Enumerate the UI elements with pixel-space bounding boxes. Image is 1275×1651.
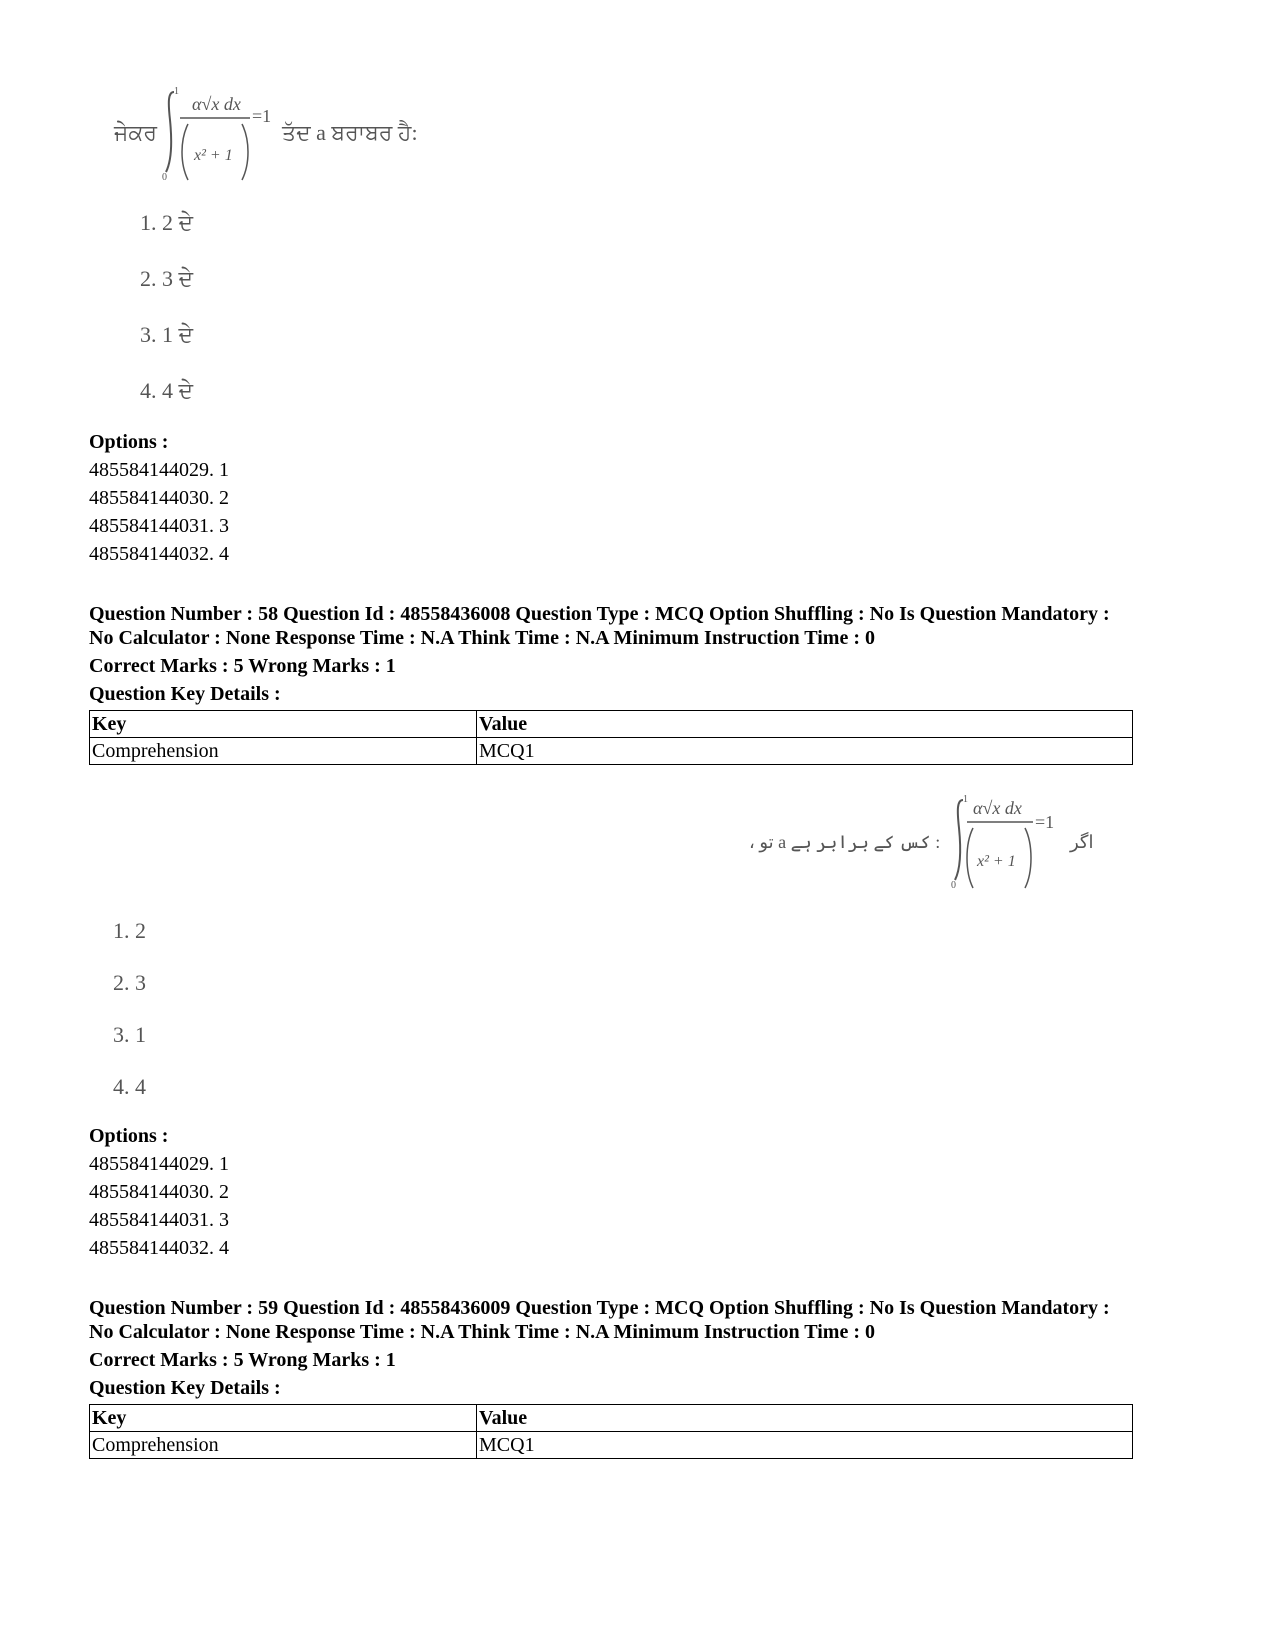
right-paren [242, 124, 248, 180]
question-prefix-text: ਜੇਕਰ [114, 120, 158, 145]
table-cell-key: Comprehension [90, 738, 477, 765]
question-meta-line-1: Question Number : 59 Question Id : 48558436009 Question Type : MCQ Option Shuffling : No Is Question Mandatory : [89, 1297, 1110, 1319]
left-paren [967, 828, 973, 888]
key-details-label: Question Key Details : [89, 683, 281, 705]
left-paren [182, 124, 188, 180]
integrand-denominator: x² + 1 [977, 853, 1016, 870]
integral-equation-image [110, 80, 510, 190]
table-cell-key: Comprehension [90, 1432, 477, 1459]
key-details-table [89, 710, 1133, 765]
upper-limit: 1 [174, 86, 179, 97]
question-meta-line-1: Question Number : 58 Question Id : 48558436008 Question Type : MCQ Option Shuffling : No Is Question Mandatory : [89, 603, 1110, 625]
option-item: 485584144032. 4 [89, 543, 229, 565]
options-label: Options : [89, 431, 169, 453]
question-image-urdu [745, 788, 1105, 898]
question-meta-line-2: No Calculator : None Response Time : N.A Think Time : N.A Minimum Instruction Time : 0 [89, 627, 875, 649]
integrand-numerator: α√x dx [973, 798, 1022, 818]
key-details-label: Question Key Details : [89, 1377, 281, 1399]
option-item: 485584144032. 4 [89, 1237, 229, 1259]
choice-item: 3. 1 ਦੇ [140, 322, 194, 347]
question-suffix-text: ، تو a کس کے برابر ہے : [749, 832, 941, 852]
key-details-table [89, 1404, 1133, 1459]
choice-item: 1. 2 [113, 918, 146, 943]
options-label: Options : [89, 1125, 169, 1147]
table-header-key: Key [90, 711, 477, 738]
option-item: 485584144029. 1 [89, 1153, 229, 1175]
integrand-numerator: α√x dx [192, 94, 241, 114]
option-item: 485584144029. 1 [89, 459, 229, 481]
equals-one: =1 [1035, 812, 1055, 832]
table-header-row [90, 1405, 1133, 1432]
option-item: 485584144030. 2 [89, 487, 229, 509]
question-image-punjabi [110, 80, 510, 190]
table-row [90, 1432, 1133, 1459]
table-header-key: Key [90, 1405, 477, 1432]
lower-limit: 0 [162, 172, 167, 183]
table-cell-value: MCQ1 [477, 738, 1133, 765]
marks-line: Correct Marks : 5 Wrong Marks : 1 [89, 655, 396, 677]
table-row [90, 738, 1133, 765]
table-cell-value: MCQ1 [477, 1432, 1133, 1459]
choice-item: 3. 1 [113, 1022, 146, 1047]
lower-limit: 0 [951, 880, 956, 891]
table-header-value: Value [477, 711, 1133, 738]
question-59-meta [89, 1296, 1189, 1459]
question-meta-line-2: No Calculator : None Response Time : N.A Think Time : N.A Minimum Instruction Time : 0 [89, 1321, 875, 1343]
integral-equation-image [745, 788, 1105, 898]
choice-item: 2. 3 ਦੇ [140, 266, 194, 291]
marks-line: Correct Marks : 5 Wrong Marks : 1 [89, 1349, 396, 1371]
question-prefix-text: اگر [1070, 832, 1094, 852]
choice-list-urdu [113, 918, 146, 1126]
choice-item: 4. 4 [113, 1074, 146, 1099]
option-item: 485584144031. 3 [89, 515, 229, 537]
equals-one: =1 [252, 106, 272, 126]
choice-item: 2. 3 [113, 970, 146, 995]
integral-sign-icon [955, 800, 963, 880]
integrand-denominator: x² + 1 [194, 147, 233, 164]
option-item: 485584144030. 2 [89, 1181, 229, 1203]
right-paren [1025, 828, 1031, 888]
choice-item: 4. 4 ਦੇ [140, 378, 194, 403]
integral-sign-icon [166, 92, 174, 172]
options-block-1 [89, 428, 229, 568]
question-58-meta [89, 602, 1189, 765]
option-item: 485584144031. 3 [89, 1209, 229, 1231]
choice-list-punjabi [140, 210, 193, 434]
table-header-value: Value [477, 1405, 1133, 1432]
options-block-58 [89, 1122, 229, 1262]
question-suffix-text: ਤੱਦ a ਬਰਾਬਰ ਹੈ: [282, 120, 418, 145]
table-header-row [90, 711, 1133, 738]
choice-item: 1. 2 ਦੇ [140, 210, 194, 235]
upper-limit: 1 [963, 794, 968, 805]
